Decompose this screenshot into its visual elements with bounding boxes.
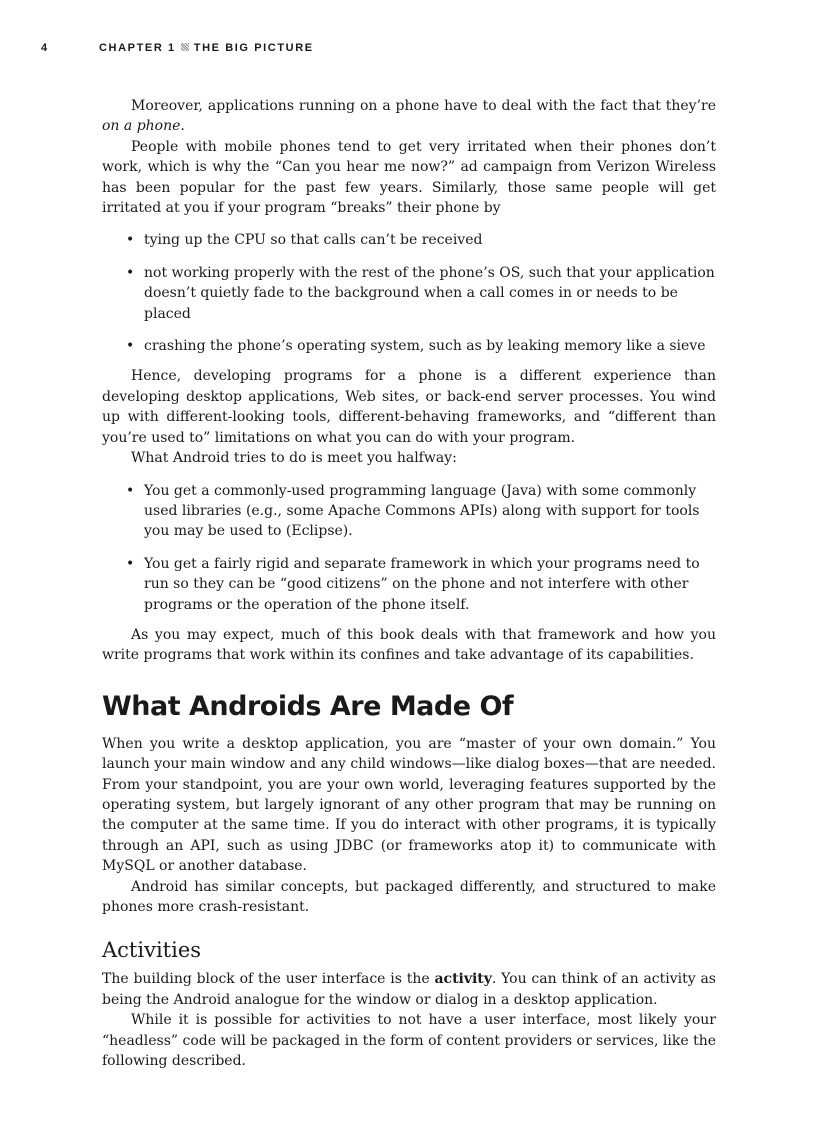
page-body [102, 96, 716, 1071]
bullet-icon: • [126, 232, 135, 249]
list-item-text: tying up the CPU so that calls can’t be received [144, 232, 483, 249]
list-item-text: You get a commonly-used programming language (Java) with some commonly used libraries (e.g., some Apache Commons APIs) along with support for tools you may be used to (Eclipse). [144, 482, 700, 540]
paragraph [102, 969, 716, 1010]
paragraph: Android has similar concepts, but packaged differently, and structured to make phones more crash-resistant. [102, 878, 716, 915]
paragraph-text: . You can think of an activity as being the Android analogue for the window or dialog in a desktop application. [102, 971, 716, 1008]
list-item [102, 554, 716, 615]
list-item [102, 336, 716, 356]
bullet-list [102, 230, 716, 356]
chapter-label: CHAPTER 1 [99, 42, 176, 54]
paragraph: When you write a desktop application, you are “master of your own domain.” You launch your main window and any child windows—like dialog boxes—that are needed. From your standpoint, you are your own world, leveraging features supported by the operating system, but largely ignorant of any other program that may be running on the computer at the same time. If you do interact with other programs, it is typically through an API, such as using JDBC (or frameworks atop it) to communicate with MySQL or another database. [102, 735, 716, 875]
bullet-list [102, 481, 716, 615]
paragraph-text: . [180, 118, 185, 135]
bold-term: activity [434, 971, 492, 988]
running-header [41, 42, 756, 58]
list-item [102, 230, 716, 250]
separator-icon [181, 43, 189, 51]
paragraph: People with mobile phones tend to get very irritated when their phones don’t work, which is why the “Can you hear me now?” ad campaign from Verizon Wireless has been popular for the past few years. Similarly, those same people will get irritated at you if your program “breaks” their phone by [102, 138, 716, 217]
running-title [99, 42, 314, 54]
emphasis-text: on a phone [102, 118, 181, 135]
list-item [102, 481, 716, 542]
bullet-icon: • [126, 482, 135, 499]
paragraph: While it is possible for activities to not have a user interface, most likely your “headless” code will be packaged in the form of content providers or services, like the following described. [102, 1012, 716, 1070]
bullet-icon: • [126, 555, 135, 572]
list-item [102, 263, 716, 324]
chapter-title: THE BIG PICTURE [193, 42, 314, 54]
paragraph: What Android tries to do is meet you halfway: [131, 450, 457, 467]
paragraph: As you may expect, much of this book deals with that framework and how you write programs that work within its confines and take advantage of its capabilities. [102, 626, 716, 664]
bullet-icon: • [126, 264, 135, 281]
page-number: 4 [41, 42, 49, 54]
list-item-text: not working properly with the rest of the phone’s OS, such that your application doesn’t quietly fade to the background when a call comes in or needs to be placed [144, 264, 715, 322]
list-item-text: You get a fairly rigid and separate framework in which your programs need to run so they can be “good citizens” on the phone and not interfere with other programs or the operation of the phone itself. [144, 555, 700, 613]
paragraph: Hence, developing programs for a phone is a different experience than developing desktop applications, Web sites, or back-end server processes. You wind up with different-looking tools, different-behaving frameworks, and “different than you’re used to” limitations on what you can do with your program. [102, 368, 716, 446]
paragraph-text: The building block of the user interface is the [102, 971, 435, 988]
bullet-icon: • [126, 338, 135, 355]
paragraph-text: Moreover, applications running on a phone have to deal with the fact that they’re [131, 98, 716, 114]
subsection-heading: Activities [102, 938, 202, 963]
list-item-text: crashing the phone’s operating system, such as by leaking memory like a sieve [144, 338, 706, 355]
paragraph [102, 96, 716, 137]
section-heading: What Androids Are Made Of [102, 690, 514, 722]
